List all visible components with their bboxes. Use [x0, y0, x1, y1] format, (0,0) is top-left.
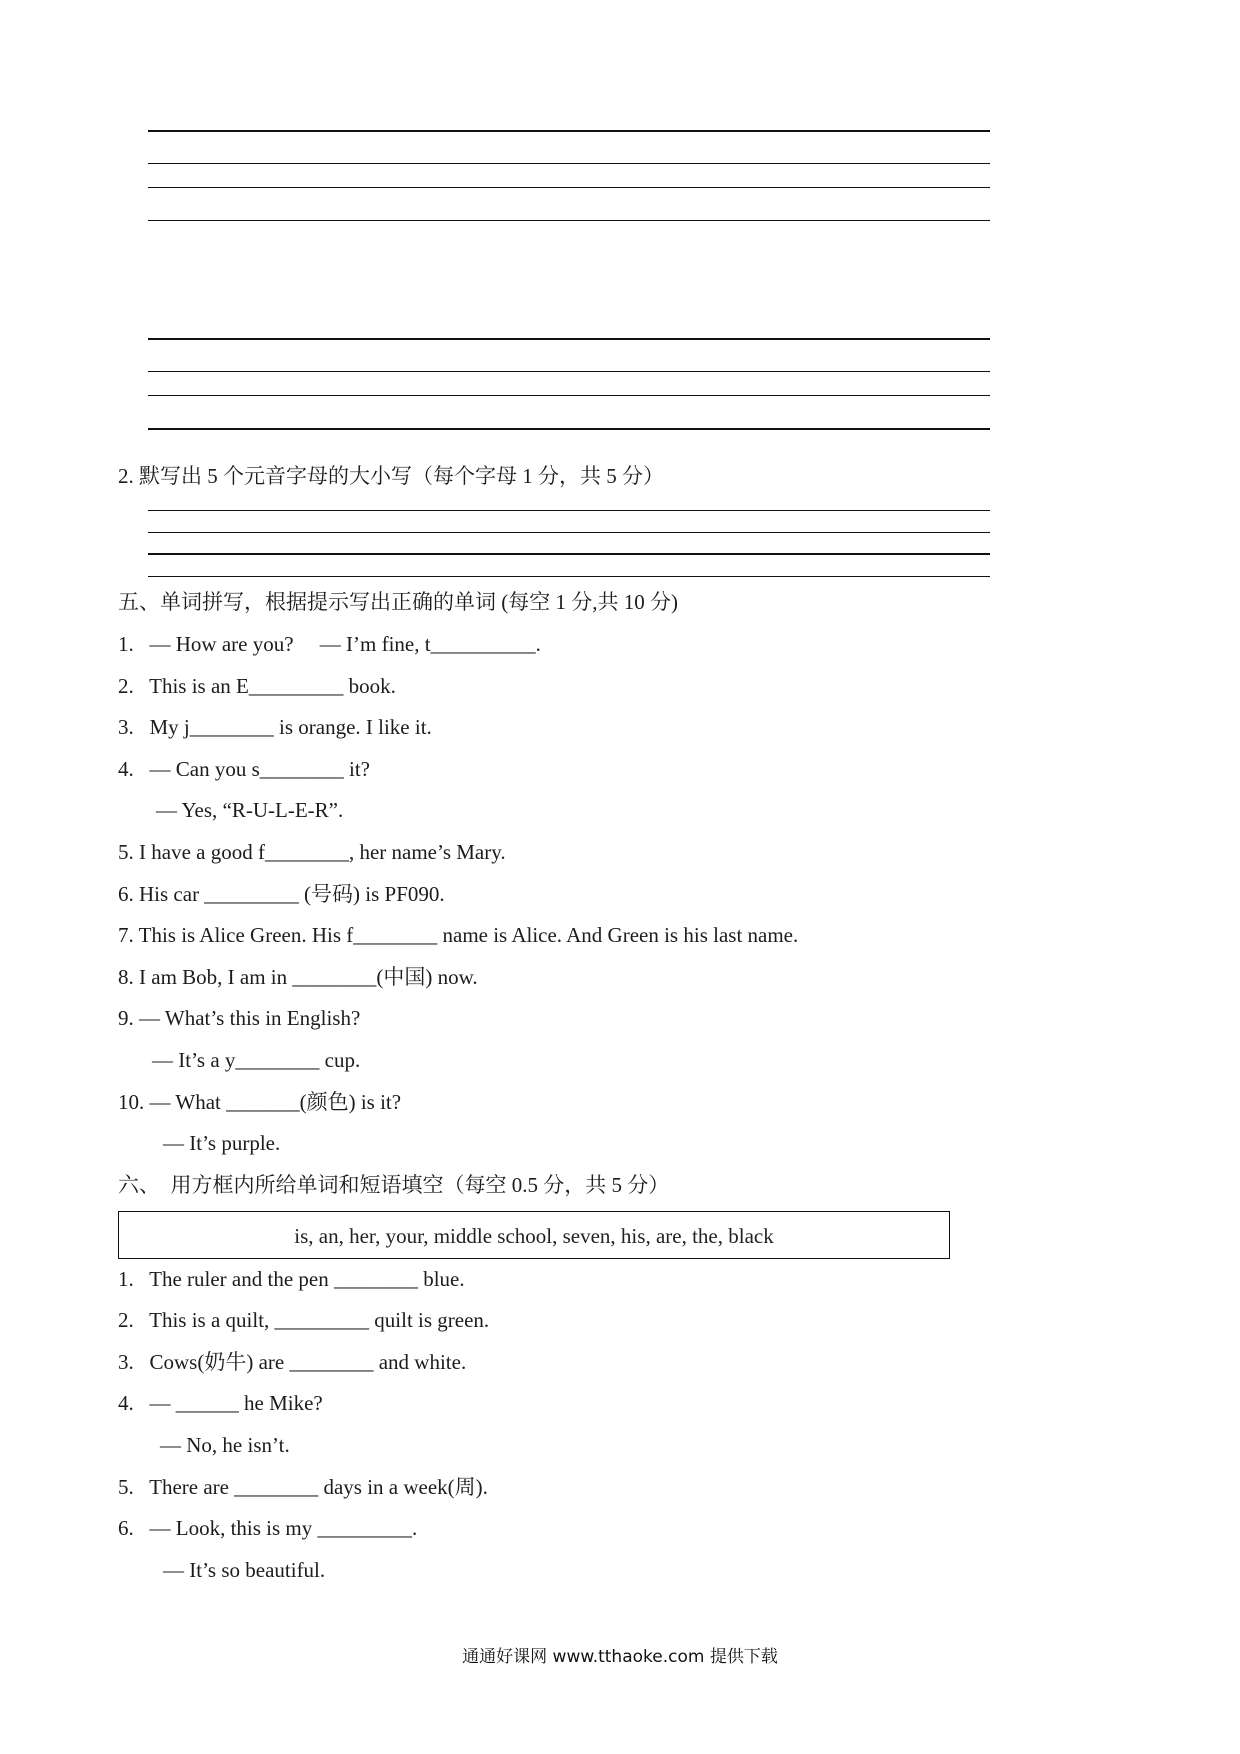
writing-line — [148, 338, 990, 340]
section6-item-6: 6. — Look, this is my _________. — [118, 1516, 418, 1540]
section6-item-2: 2. This is a quilt, _________ quilt is green. — [118, 1308, 490, 1332]
section6-item-4: 4. — ______ he Mike? — [118, 1391, 323, 1415]
section6-item-1: 1. The ruler and the pen ________ blue. — [118, 1267, 465, 1291]
section5-item-4: 4. — Can you s________ it? — [118, 757, 370, 781]
writing-line — [148, 510, 990, 511]
writing-line — [148, 553, 990, 555]
word-box-text: is, an, her, your, middle school, seven, his, are, the, black — [294, 1224, 774, 1248]
writing-line — [148, 187, 990, 188]
section5-item-10-answer: — It’s purple. — [163, 1131, 281, 1155]
section5-item-9-answer: — It’s a y________ cup. — [152, 1048, 361, 1072]
section5-title: 五、单词拼写，根据提示写出正确的单词 (每空 1 分,共 10 分) — [118, 590, 678, 614]
section5-item-8: 8. I am Bob, I am in ________(中国) now. — [118, 965, 478, 989]
section5-item-9: 9. — What’s this in English? — [118, 1006, 361, 1030]
writing-line — [148, 395, 990, 396]
writing-line — [148, 163, 990, 164]
section5-item-6: 6. His car _________ (号码) is PF090. — [118, 882, 445, 906]
word-box — [118, 1211, 950, 1259]
section5-item-2: 2. This is an E_________ book. — [118, 674, 396, 698]
writing-line — [148, 130, 990, 132]
section6-item-6-answer: — It’s so beautiful. — [163, 1558, 326, 1582]
section5-item-3: 3. My j________ is orange. I like it. — [118, 715, 432, 739]
section6-item-5: 5. There are ________ days in a week(周). — [118, 1475, 488, 1499]
section5-item-1: 1. — How are you? — I’m fine, t__________. — [118, 632, 541, 656]
writing-line — [148, 532, 990, 533]
writing-line — [148, 220, 990, 221]
section6-item-3: 3. Cows(奶牛) are ________ and white. — [118, 1350, 467, 1374]
writing-line — [148, 576, 990, 577]
section5-item-7: 7. This is Alice Green. His f________ name is Alice. And Green is his last name. — [118, 923, 799, 947]
section6-item-4-answer: — No, he isn’t. — [160, 1433, 290, 1457]
writing-line — [148, 371, 990, 372]
section5-item-10: 10. — What _______(颜色) is it? — [118, 1090, 402, 1114]
section6-title: 六、 用方框内所给单词和短语填空（每空 0.5 分，共 5 分） — [118, 1173, 670, 1197]
writing-line — [148, 428, 990, 430]
section5-item-4-answer: — Yes, “R-U-L-E-R”. — [156, 798, 344, 822]
page-footer: 通通好课网 www.tthaoke.com 提供下载 — [462, 1647, 778, 1667]
part2-title: 2. 默写出 5 个元音字母的大小写（每个字母 1 分，共 5 分） — [118, 464, 664, 488]
section5-item-5: 5. I have a good f________, her name’s Mary. — [118, 840, 506, 864]
